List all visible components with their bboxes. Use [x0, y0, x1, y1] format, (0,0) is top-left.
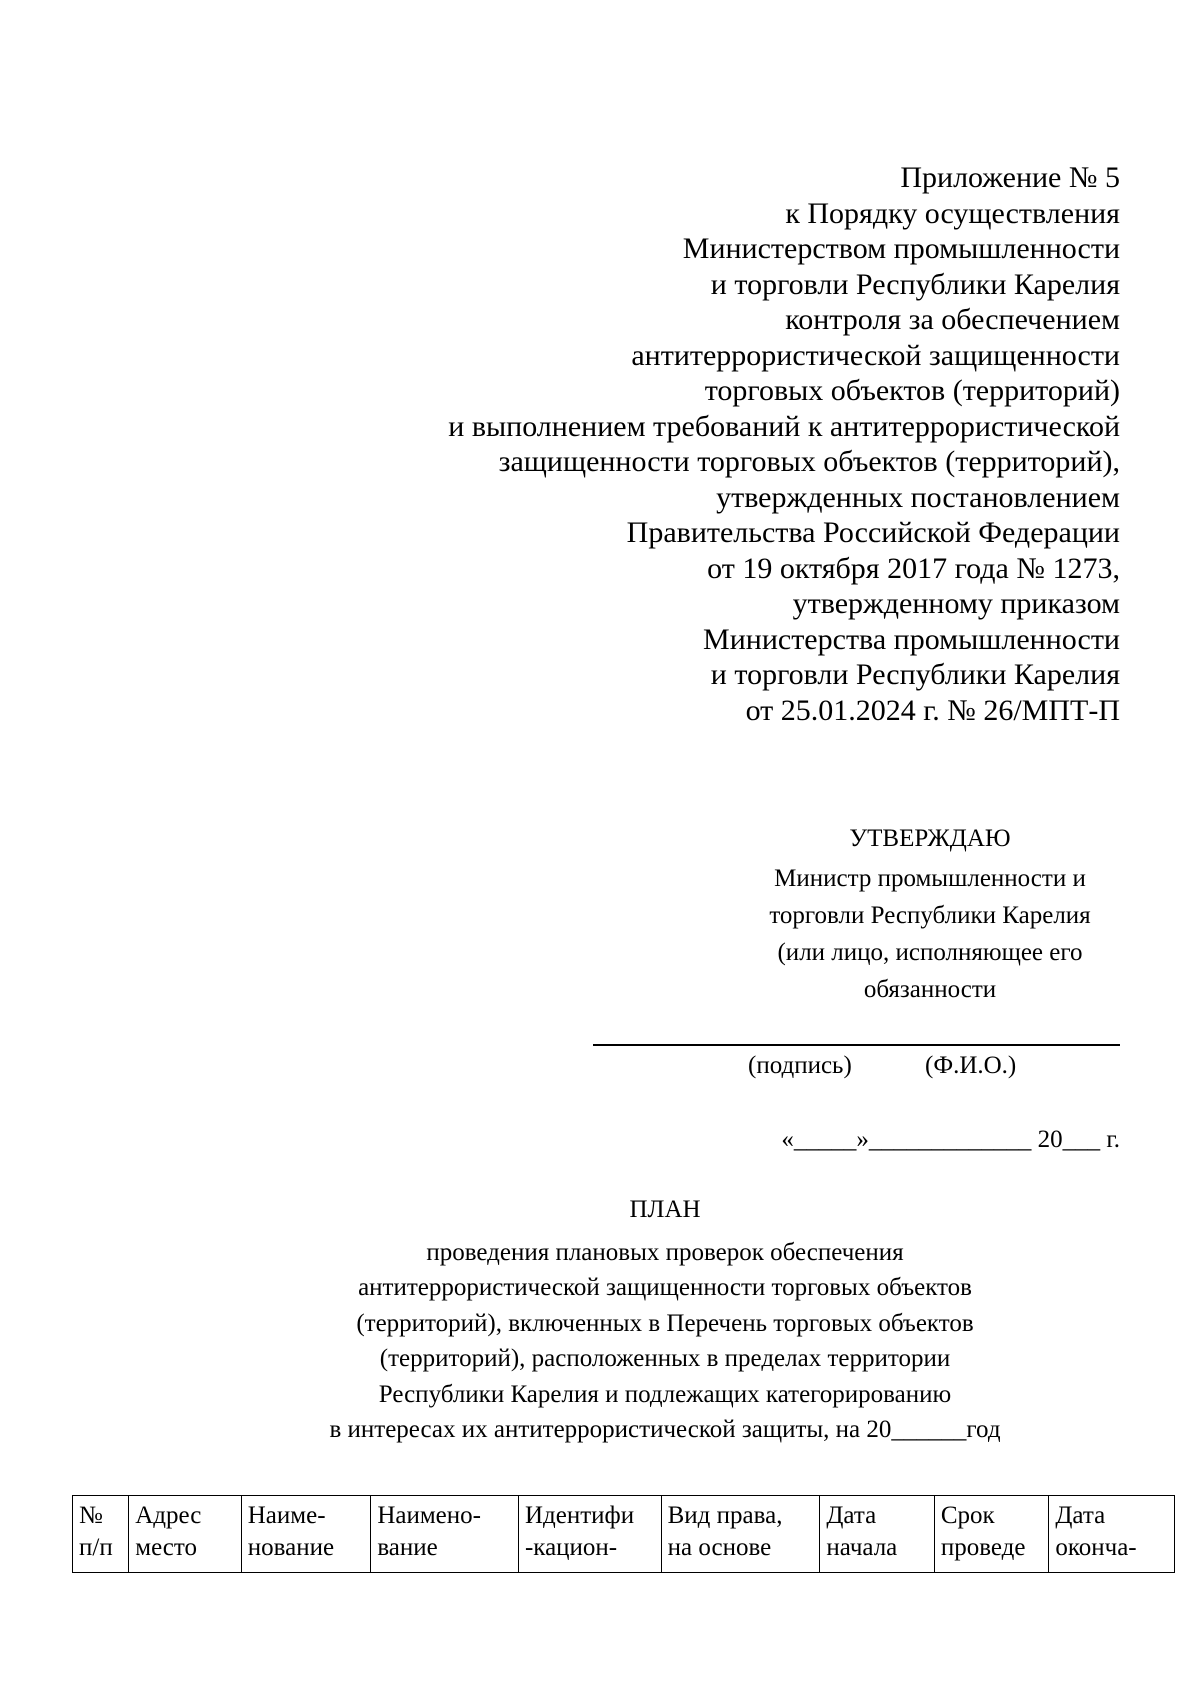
appendix-line: Министерством промышленности [682, 232, 1120, 265]
plan-description [0, 1235, 1200, 1447]
table-header-cell: Срок проведе [934, 1496, 1049, 1573]
appendix-line: к Порядку осуществления [785, 196, 1120, 230]
plan-line: антитеррористической защищенности торговых объектов [358, 1274, 972, 1302]
approval-date-line: «_____»_____________ 20___ г. [781, 1126, 1120, 1153]
table-header-cell: Вид права, на основе [661, 1496, 820, 1573]
appendix-line: Правительства Российской Федерации [626, 516, 1120, 549]
appendix-line: и выполнением требований к антитеррористической [448, 409, 1120, 443]
plan-line: (территорий), включенных в Перечень торговых объектов [356, 1309, 974, 1337]
appendix-line: торговых объектов (территорий) [704, 374, 1120, 407]
plan-title: ПЛАН [629, 1196, 701, 1223]
table-header-cell: Адрес место [129, 1496, 242, 1573]
approval-line: (или лицо, исполняющее его [777, 939, 1083, 966]
table-header-cell: Дата начала [820, 1496, 935, 1573]
plan-line: в интересах их антитеррористической защиты, на 20______год [329, 1416, 1001, 1444]
appendix-header [340, 160, 1120, 728]
appendix-line: Приложение № 5 [900, 161, 1120, 194]
table-header-cell: Идентифи -кацион- [518, 1496, 661, 1573]
appendix-line: контроля за обеспечением [785, 303, 1120, 336]
signature-line [593, 1044, 1120, 1046]
approval-line: Министр промышленности и [774, 865, 1086, 892]
table-header-cell: Наимено- вание [371, 1496, 519, 1573]
approval-line: торговли Республики Карелия [769, 902, 1091, 929]
plan-line: (территорий), расположенных в пределах территории [379, 1345, 951, 1373]
appendix-line: Министерства промышленности [703, 622, 1120, 656]
appendix-line: утвержденному приказом [792, 587, 1120, 620]
appendix-line: от 19 октября 2017 года № 1273, [707, 551, 1120, 585]
appendix-line: от 25.01.2024 г. № 26/МПТ-П [745, 693, 1120, 727]
table-header-row [73, 1496, 1175, 1573]
appendix-line: антитеррористической защищенности [631, 338, 1120, 372]
approval-line: обязанности [863, 976, 997, 1003]
appendix-line: защищенности торговых объектов (территорий), [498, 445, 1120, 478]
name-label: (Ф.И.О.) [925, 1052, 1017, 1079]
plan-line: проведения плановых проверок обеспечения [426, 1239, 904, 1266]
appendix-line: утвержденных постановлением [716, 480, 1120, 514]
plan-table [72, 1495, 1175, 1573]
table-header-cell: № п/п [73, 1496, 129, 1573]
table-header-cell: Дата оконча- [1049, 1496, 1175, 1573]
plan-line: Республики Карелия и подлежащих категорированию [378, 1380, 952, 1408]
appendix-line: и торговли Республики Карелия [710, 267, 1120, 301]
approval-title: УТВЕРЖДАЮ [849, 825, 1011, 852]
appendix-line: и торговли Республики Карелия [710, 658, 1120, 691]
approval-block [740, 860, 1120, 1008]
table-header-cell: Наиме- нование [241, 1496, 371, 1573]
signature-label: (подпись) [748, 1052, 852, 1079]
